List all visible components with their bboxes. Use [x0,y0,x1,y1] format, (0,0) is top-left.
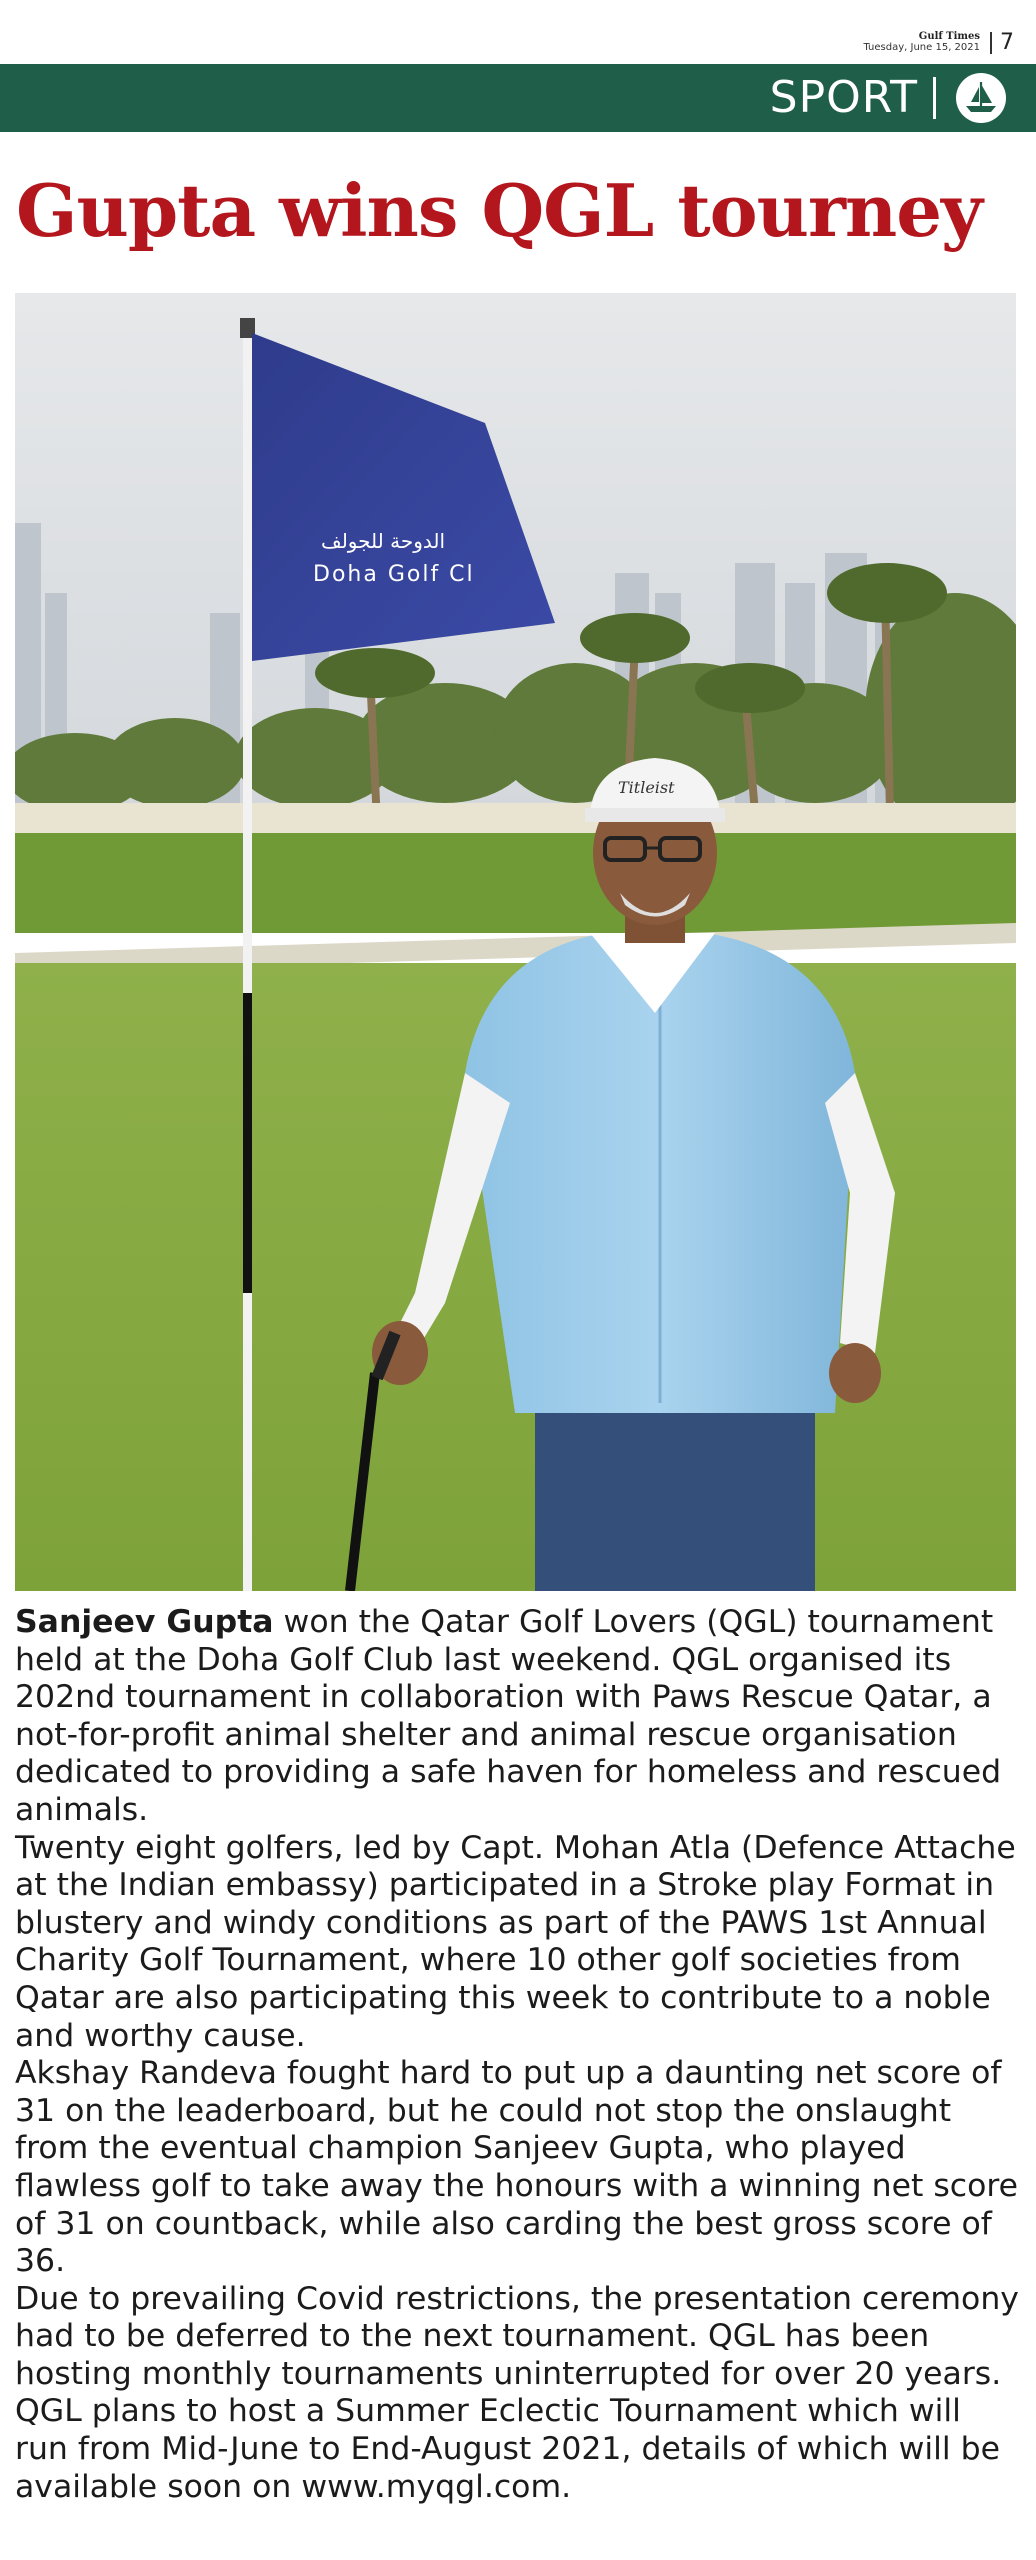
headline: Gupta wins QGL tourney [16,168,982,253]
lede-name: Sanjeev Gupta [15,1604,274,1640]
article-body [15,1604,1021,2506]
article-paragraph: Due to prevailing Covid restrictions, the presentation ceremony had to be deferred to the next tournament. QGL has been hosting monthly tournaments uninterrupted for over 20 years. QGL plans to host a Summer Eclectic Tournament which will run from Mid-June to End-August 2021, details of which will be available soon on www.myqgl.com. [15,2280,1019,2505]
paper-name: Gulf Times [918,31,980,42]
article-paragraph: Akshay Randeva fought hard to put up a daunting net score of 31 on the leaderboard, but he could not stop the onslaught from the eventual champion Sanjeev Gupta, who played flawless golf to take away the honours with a winning net score of 31 on countback, while also carding the best gross score of 36. [15,2055,1019,2280]
article-paragraph: Twenty eight golfers, led by Capt. Mohan Atla (Defence Attache at the Indian embassy) participated in a Stroke play Format in blustery and windy conditions as part of the PAWS 1st Annual Charity Golf Tournament, where 10 other golf societies from Qatar are also participating this week to contribute to a noble and worthy cause. [15,1829,1016,2054]
section-label: SPORT [769,72,918,123]
article-paragraph [15,1604,1021,1830]
flag-arabic-text: الدوحة للجولف [321,529,446,553]
masthead-divider [990,32,992,54]
section-bar [0,64,1036,132]
flag-text: Doha Golf Cl [313,562,475,587]
section-divider [933,77,936,119]
page-number: 7 [1000,30,1014,55]
masthead-text [863,32,980,53]
cap-text: Titleist [618,778,675,797]
article-photo [15,293,1016,1591]
lede-text: won the Qatar Golf Lovers (QGL) tournament held at the Doha Golf Club last weekend. QGL organised its 202nd tournament in collaboration with Paws Rescue Qatar, a not-for-profit animal shelter and animal rescue organisation dedicated to providing a safe haven for homeless and rescued animals. [15,1604,1002,1828]
dhow-boat-icon [956,73,1006,123]
issue-date: Tuesday, June 15, 2021 [863,41,980,53]
masthead [863,30,1014,55]
